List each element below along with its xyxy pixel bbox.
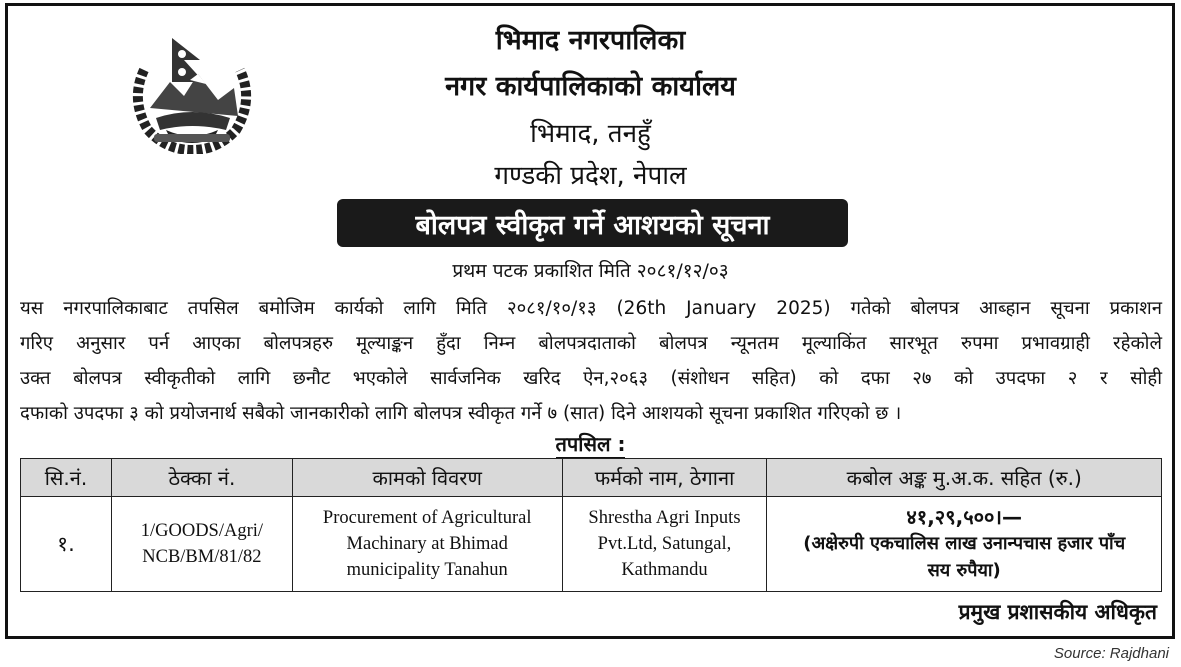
schedule-heading: तपसिल : [556,432,626,459]
source-credit: Source: Rajdhani [1053,645,1169,662]
col-header-sn: सि.नं. [21,459,112,497]
award-table [20,458,1162,592]
firm-line: Shrestha Agri Inputs [588,508,741,528]
publish-date-line: प्रथम पटक प्रकाशित मिति २०८१/१२/०३ [452,260,729,282]
notice-body [20,291,1162,431]
body-line: उक्त बोलपत्र स्वीकृतीको लागि छनौट भएकोले सार्वजनिक खरिद ऐन,२०६३ (संशोधन सहित) को दफा २७ को उपदफा २ र सोही [20,368,1162,389]
firm-line: Pvt.Ltd, Satungal, [597,534,732,554]
notice-title: बोलपत्र स्वीकृत गर्ने आशयको सूचना [415,209,770,241]
body-line: यस नगरपालिकाबाट तपसिल बमोजिम कार्यको लागि मिति २०८१/१०/१३ (26th January 2025) गतेको बोलपत्र आब्हान सूचना प्रकाशन [20,298,1162,319]
table-header-row [21,459,1162,497]
col-header-contract-no: ठेक्का नं. [111,459,292,497]
cell-amount [767,497,1162,592]
description-line: municipality Tanahun [346,560,508,580]
amount-words-line: सय रुपैया) [927,560,1001,581]
office-location: भिमाद, तनहुँ [530,119,651,149]
contract-no-line: 1/GOODS/Agri/ [140,521,264,541]
cell-firm [562,497,767,592]
contract-no-line: NCB/BM/81/82 [142,547,262,567]
amount-words-line: (अक्षेरुपी एकचालिस लाख उनान्पचास हजार पाँच [803,533,1126,554]
amount-figure: ४१,२९,५००।— [906,505,1022,529]
signatory: प्रमुख प्रशासकीय अधिकृत [958,600,1157,624]
schedule-heading-wrap [0,430,1181,457]
description-line: Procurement of Agricultural [322,508,532,528]
col-header-amount: कबोल अङ्क मु.अ.क. सहित (रु.) [767,459,1162,497]
description-line: Machinary at Bhimad [346,534,508,554]
notice-title-banner [337,199,848,247]
cell-contract-no [111,497,292,592]
office-name: नगर कार्यपालिकाको कार्यालय [445,71,736,102]
province-country: गण्डकी प्रदेश, नेपाल [494,161,687,191]
cell-sn: १. [21,497,112,592]
cell-description [292,497,562,592]
col-header-description: कामको विवरण [292,459,562,497]
firm-line: Kathmandu [621,560,708,580]
body-line: गरिए अनुसार पर्न आएका बोलपत्रहरु मूल्याङ्कन हुँदा निम्न बोलपत्रदाताको बोलपत्र न्यूनतम मूल्याकिंत सारभूत रुपमा प्रभावग्राही रहेकोले [20,333,1162,354]
municipality-name: भिमाद नगरपालिका [495,25,686,56]
col-header-firm: फर्मको नाम, ठेगाना [562,459,767,497]
table-row [21,497,1162,592]
body-line: दफाको उपदफा ३ को प्रयोजनार्थ सबैको जानकारीको लागि बोलपत्र स्वीकृत गर्ने ७ (सात) दिने आशयको सूचना प्रकाशित गरिएको छ । [20,403,902,424]
